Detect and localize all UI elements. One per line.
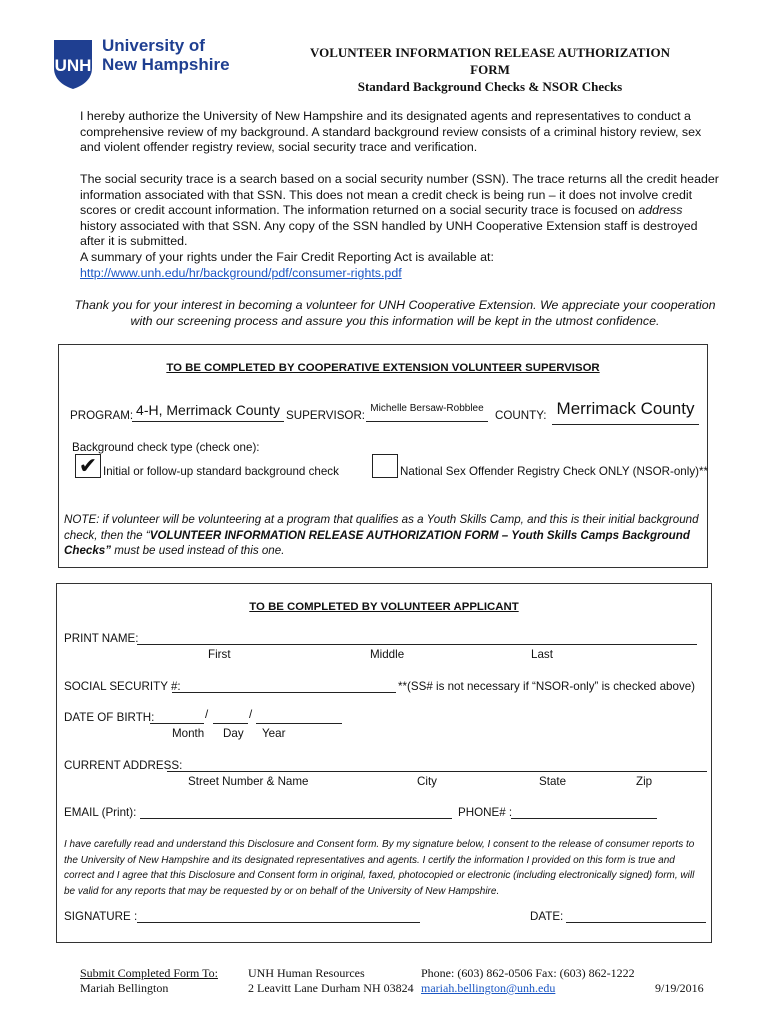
county-label: COUNTY: [495,409,547,422]
dob-label: DATE OF BIRTH: [64,711,155,724]
last-name-caption: Last [531,648,553,661]
university-logo-text: University of New Hampshire [102,36,230,74]
fcra-summary-text: A summary of your rights under the Fair Credit Reporting Act is available at: [80,250,494,264]
consumer-rights-link[interactable]: http://www.unh.edu/hr/background/pdf/consumer-rights.pdf [80,266,402,280]
state-caption: State [539,775,567,788]
form-title: VOLUNTEER INFORMATION RELEASE AUTHORIZATION FORM Standard Background Checks & NSOR Checks [309,45,671,94]
zip-caption: Zip [636,775,653,788]
standard-check-option-label: Initial or follow-up standard background check [103,465,339,478]
address-field[interactable] [167,771,707,772]
ssn-note: **(SS# is not necessary if “NSOR-only” is checked above) [398,680,696,693]
print-name-field[interactable] [137,644,697,645]
supervisor-label: SUPERVISOR: [286,409,366,422]
applicant-heading: TO BE COMPLETED BY VOLUNTEER APPLICANT [249,601,519,613]
program-underline [132,421,284,422]
email-label: EMAIL (Print): [64,806,137,819]
first-name-caption: First [208,648,231,661]
supervisor-field[interactable]: Michelle Bersaw-Robblee [370,403,484,414]
authorization-paragraph: I hereby authorize the University of New Hampshire and its designated agents and representatives to conduct a comprehensive review of my background. A standard background review consists of a criminal history review, sex and violent offender registry review, social security trace and verification. [80,109,702,155]
hr-address-block: UNH Human Resources 2 Leavitt Lane Durham NH 03824 [248,966,414,995]
street-caption: Street Number & Name [188,775,309,788]
form-revision-date: 9/19/2016 [655,981,704,995]
address-label: CURRENT ADDRESS: [64,759,183,772]
program-field[interactable]: 4-H, Merrimack County [136,402,280,418]
ssn-label: SOCIAL SECURITY #: [64,680,181,693]
phone-label: PHONE# : [458,806,513,819]
county-underline [552,424,699,425]
supervisor-heading: TO BE COMPLETED BY COOPERATIVE EXTENSION VOLUNTEER SUPERVISOR [166,362,600,374]
date-field[interactable] [566,922,706,923]
supervisor-underline [366,421,488,422]
dob-month-field[interactable] [150,723,204,724]
email-link[interactable]: mariah.bellington@unh.edu [421,981,556,995]
ssn-trace-paragraph: The social security trace is a search based on a social security number (SSN). The trace returns all the credit header information associated with that SSN. This does not mean a credit check is being run – it does not involve credit scores or credit account information. The information returned on a social security trace is focused on address history associated with that SSN. Any copy of the SSN handled by UNH Cooperative Extension staff is destroyed after it is submitted. [80,172,719,249]
dob-slash: / [249,708,253,721]
email-field[interactable] [140,818,452,819]
signature-field[interactable] [137,922,420,923]
dob-year-field[interactable] [256,723,342,724]
check-type-label: Background check type (check one): [72,441,260,454]
print-name-label: PRINT NAME: [64,632,139,645]
city-caption: City [417,775,437,788]
day-caption: Day [223,727,244,740]
county-field[interactable]: Merrimack County [556,399,695,418]
date-label: DATE: [530,910,564,923]
youth-skills-note: NOTE: if volunteer will be volunteering at a program that qualifies as a Youth Skills Camp, and this is their initial background check, then the “VOLUNTEER INFORMATION RELEASE AUTHORIZATION FORM – Youth Skills Camps Background Checks” must be used instead of this one. [64,513,699,557]
dob-slash: / [205,708,209,721]
submit-to-block: Submit Completed Form To: Mariah Bellington [80,966,218,995]
signature-label: SIGNATURE : [64,910,138,923]
program-label: PROGRAM: [70,409,134,422]
month-caption: Month [172,727,205,740]
consent-statement: I have carefully read and understand this Disclosure and Consent form. By my signature below, I consent to the release of consumer reports to the University of New Hampshire and its designated representatives and agents. I certify the information I provided on this form is true and correct and I agree that this Disclosure and Consent form in original, faxed, photocopied or electronic (including electronically signed) form, will be valid for any reports that may be requested by or on behalf of the University of New Hampshire. [64,839,695,897]
dob-day-field[interactable] [213,723,248,724]
contact-block: Phone: (603) 862-0506 Fax: (603) 862-1222 mariah.bellington@unh.edu [421,966,635,995]
nsor-only-option-label: National Sex Offender Registry Check ONLY (NSOR-only)** [400,465,708,478]
ssn-field[interactable] [172,692,396,693]
phone-field[interactable] [511,818,657,819]
thank-you-note: Thank you for your interest in becoming a volunteer for UNH Cooperative Extension. We appreciate your cooperation with our screening process and assure you this information will be kept in the utmost confidence. [74,298,716,328]
logo-monogram: UNH [54,56,92,75]
standard-check-checkbox[interactable] [75,454,101,478]
checkmark-icon: ✔ [78,453,98,478]
year-caption: Year [262,727,286,740]
middle-name-caption: Middle [370,648,405,661]
unh-shield-logo [52,38,94,90]
nsor-only-checkbox[interactable] [372,454,398,478]
